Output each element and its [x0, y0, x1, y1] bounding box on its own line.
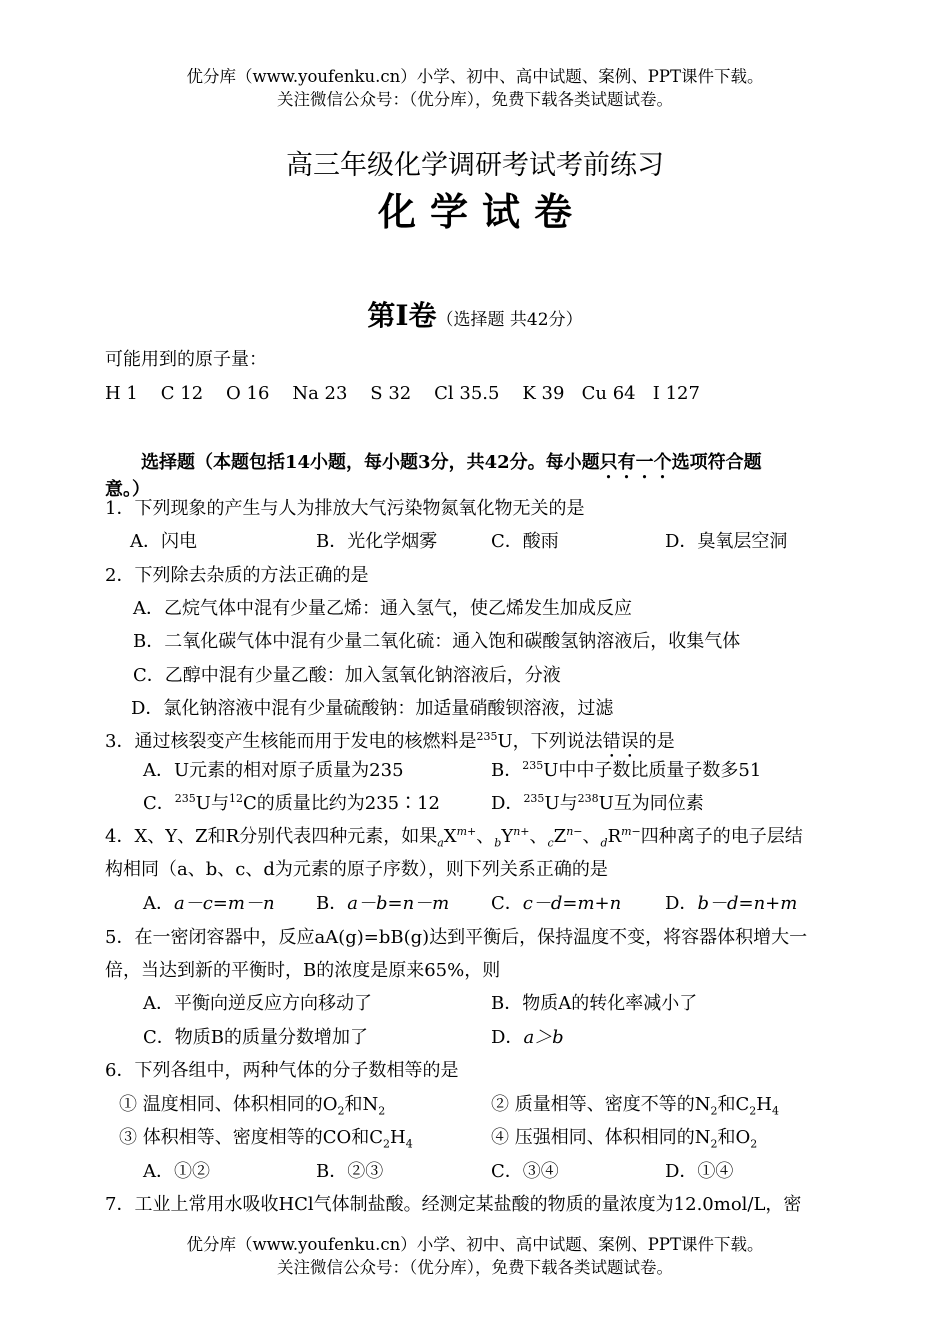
q6-item-4: [491, 1126, 757, 1150]
q4-sep-2: 、: [529, 826, 548, 847]
q6-item-3-sub-b: 4: [405, 1137, 413, 1151]
q5-option-a: A．平衡向逆反应方向移动了: [143, 993, 372, 1014]
q6-item-2-mid: 和C: [717, 1094, 750, 1115]
q1-option-b: B．光化学烟雾: [316, 531, 438, 552]
q1-option-c: C．酸雨: [491, 531, 559, 552]
q4-sub-d: d: [600, 836, 608, 850]
q4-stem-line-2: 构相同（a、b、c、d为元素的原子序数），则下列关系正确的是: [105, 859, 608, 880]
q4-a-expr: a－c=m－n: [174, 893, 275, 914]
q3-option-c: [143, 792, 440, 816]
q5-d-label: D．: [491, 1027, 524, 1048]
q4-ion-y: Y: [501, 826, 514, 847]
q2-option-a: A．乙烷气体中混有少量乙烯：通入氢气，使乙烯发生加成反应: [133, 598, 632, 619]
instructions-part-2: 选项符合题: [671, 452, 762, 473]
header-line-2: 关注微信公众号：（优分库），免费下载各类试题试卷。: [277, 90, 673, 109]
q3-c-label: C．: [143, 793, 175, 814]
q6-item-1-sub-a: 2: [337, 1104, 345, 1118]
q4-sub-c: c: [547, 836, 554, 850]
q3-d-text: U互为同位素: [598, 793, 704, 814]
q6-item-1-sub-b: 2: [378, 1104, 386, 1118]
q3-b-mass: 235: [522, 759, 544, 772]
q2-option-d: D．氯化钠溶液中混有少量硫酸钠：加适量硝酸钡溶液，过滤: [131, 698, 614, 719]
q4-sub-b: b: [494, 836, 502, 850]
q3-b-label: B．: [491, 760, 523, 781]
q4-stem: [105, 825, 803, 849]
q6-item-3-h: H: [390, 1127, 406, 1148]
q3-c-mass-12: 12: [228, 792, 243, 805]
exam-subtitle: 高三年级化学调研考试考前练习: [286, 150, 664, 181]
q4-option-b: [316, 892, 449, 916]
section-heading: [0, 294, 950, 334]
q4-b-expr: a－b=n－m: [347, 893, 450, 914]
q6-item-3: [119, 1126, 413, 1150]
atomic-mass-intro: 可能用到的原子量：: [105, 349, 267, 370]
q6-item-2-sub-a: 2: [710, 1104, 718, 1118]
q4-ion-r: R: [607, 826, 622, 847]
q3-d-mass-238: 238: [577, 792, 599, 805]
q3-d-mid: U与: [544, 793, 578, 814]
q3-c-mid: U与: [195, 793, 229, 814]
footer-line-1: 优分库（www.youfenku.cn）小学、初中、高中试题、案例、PPT课件下载。: [186, 1235, 764, 1254]
q5-option-b: B．物质A的转化率减小了: [491, 993, 698, 1014]
q6-item-2-pre: ② 质量相等、密度不等的N: [491, 1094, 711, 1115]
q4-sub-a: a: [437, 836, 444, 850]
q4-a-label: A．: [143, 893, 174, 914]
q6-option-d: D．①④: [665, 1161, 734, 1182]
q4-stem-post: 四种离子的电子层结: [640, 826, 803, 847]
q4-charge-r: m−: [621, 825, 641, 838]
instructions-part-1: 选择题（本题包括14小题，每小题3分，共42分。每小题: [141, 452, 600, 473]
q3-option-a: A．U元素的相对原子质量为235: [143, 760, 404, 781]
q4-sep-1: 、: [476, 826, 495, 847]
q6-item-1-mid: 和N: [344, 1094, 379, 1115]
q6-item-1: [119, 1093, 385, 1117]
q4-d-expr: b－d=n+m: [697, 893, 798, 914]
q5-stem-line-1: 5．在一密闭容器中，反应aA(g)=bB(g)达到平衡后，保持温度不变，将容器体积增大一: [105, 927, 808, 948]
q3-stem-post: 的是: [638, 731, 675, 752]
q4-charge-z: n−: [566, 825, 583, 838]
instructions-emphasis: 只有一个: [599, 452, 672, 473]
q3-d-mass-235: 235: [523, 792, 545, 805]
q4-charge-y: n+: [513, 825, 530, 838]
q6-item-2: [491, 1093, 779, 1117]
exam-title: 化学试卷: [377, 189, 586, 234]
q4-d-label: D．: [665, 893, 698, 914]
q4-c-label: C．: [491, 893, 523, 914]
q6-item-4-sub-b: 2: [750, 1137, 758, 1151]
q4-stem-pre: 4．X、Y、Z和R分别代表四种元素，如果: [105, 826, 438, 847]
q3-stem-pre: 3．通过核裂变产生核能而用于发电的核燃料是: [105, 731, 477, 752]
q4-option-d: [665, 892, 797, 916]
q2-option-c: C．乙醇中混有少量乙酸：加入氢氧化钠溶液后，分液: [133, 665, 561, 686]
section-label: 第Ⅰ卷: [367, 299, 437, 332]
q3-c-mass-235: 235: [174, 792, 196, 805]
atomic-mass-list: H 1 C 12 O 16 Na 23 S 32 Cl 35.5 K 39 Cu 64 I 127: [105, 383, 700, 404]
q6-stem: 6．下列各组中，两种气体的分子数相等的是: [105, 1060, 459, 1081]
q5-stem-line-2: 倍，当达到新的平衡时，B的浓度是原来65%，则: [105, 960, 501, 981]
q1-option-a: A．闪电: [130, 531, 197, 552]
q6-item-4-pre: ④ 压强相同、体积相同的N: [491, 1127, 711, 1148]
q4-ion-z: Z: [553, 826, 567, 847]
q2-option-b: B．二氧化碳气体中混有少量二氧化硫：通入饱和碳酸氢钠溶液后，收集气体: [133, 631, 741, 652]
q6-option-b: B．②③: [316, 1161, 384, 1182]
q6-option-c: C．③④: [491, 1161, 559, 1182]
q3-stem-emphasis: 错误: [602, 731, 639, 752]
footer-line-2: 关注微信公众号：（优分库），免费下载各类试题试卷。: [277, 1258, 673, 1277]
q4-charge-x: m+: [456, 825, 477, 838]
q3-b-text: U中中子数比质量子数多51: [543, 760, 762, 781]
q6-item-2-sub-c: 4: [771, 1104, 779, 1118]
q4-option-a: [143, 892, 275, 916]
q5-option-d: [491, 1026, 564, 1050]
q6-item-1-pre: ① 温度相同、体积相同的O: [119, 1094, 338, 1115]
q1-stem: 1．下列现象的产生与人为排放大气污染物氮氧化物无关的是: [105, 498, 585, 519]
q2-stem: 2．下列除去杂质的方法正确的是: [105, 565, 369, 586]
q4-b-label: B．: [316, 893, 348, 914]
q4-sep-3: 、: [582, 826, 601, 847]
q6-item-3-pre: ③ 体积相等、密度相等的CO和C: [119, 1127, 384, 1148]
q5-option-c: C．物质B的质量分数增加了: [143, 1027, 368, 1048]
section-note: （选择题 共42分）: [436, 310, 583, 330]
q4-c-expr: c－d=m+n: [522, 893, 622, 914]
q3-c-text: C的质量比约为235∶12: [242, 793, 440, 814]
q6-item-2-sub-b: 2: [749, 1104, 757, 1118]
q5-d-expr: a＞b: [523, 1027, 564, 1048]
q7-stem: 7．工业上常用水吸收HCl气体制盐酸。经测定某盐酸的物质的量浓度为12.0mol/L，密: [105, 1194, 802, 1215]
q3-option-d: [491, 792, 704, 816]
q6-item-4-sub-a: 2: [710, 1137, 718, 1151]
q4-option-c: [491, 892, 621, 916]
q3-stem: [105, 730, 675, 762]
q3-option-b: [491, 759, 761, 783]
q6-option-a: A．①②: [143, 1161, 210, 1182]
q3-mass-235: 235: [476, 730, 498, 743]
q3-stem-u: U，下列说法: [497, 731, 603, 752]
q6-item-4-mid: 和O: [717, 1127, 751, 1148]
q6-item-3-sub-a: 2: [383, 1137, 391, 1151]
q1-option-d: D．臭氧层空洞: [665, 531, 788, 552]
q6-item-2-h: H: [756, 1094, 772, 1115]
instructions-continued: 意。）: [105, 479, 150, 500]
instructions: [141, 451, 762, 483]
q4-ion-x: X: [443, 826, 457, 847]
q3-d-label: D．: [491, 793, 524, 814]
header-line-1: 优分库（www.youfenku.cn）小学、初中、高中试题、案例、PPT课件下载。: [186, 67, 764, 86]
